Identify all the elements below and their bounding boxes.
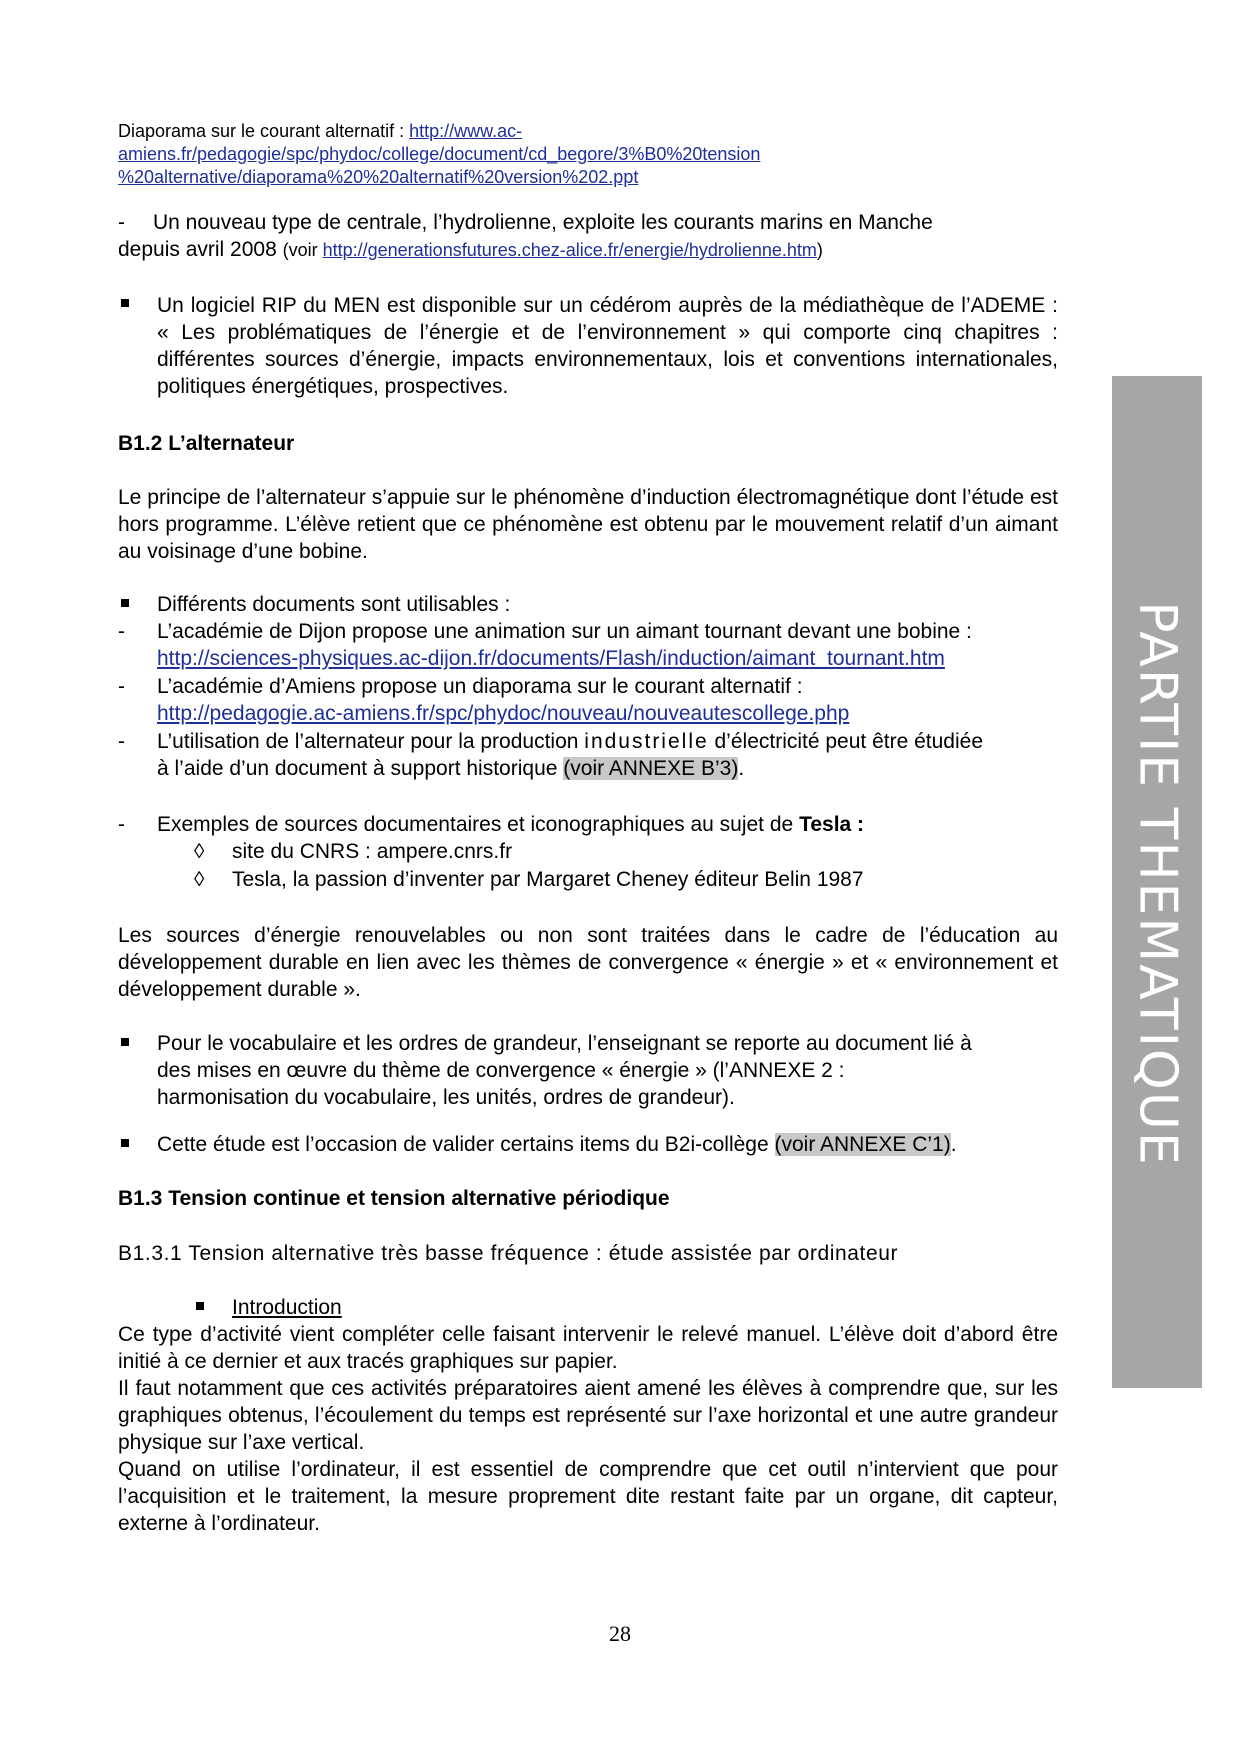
hydro-line2: depuis avril 2008: [118, 238, 283, 261]
documents-intro: Différents documents sont utilisables :: [157, 593, 511, 616]
section-b131-subtitle: B1.3.1 Tension alternative très basse fréquence : étude assistée par ordinateur: [118, 1242, 899, 1265]
sources-paragraph: Les sources d’énergie renouvelables ou non sont traitées dans le cadre de l’éducation au développement durable en lien avec les thèmes de convergence « énergie » et « environnement et développement durable ».: [118, 924, 1058, 1001]
diaporama-link-part2[interactable]: amiens.fr/pedagogie/spc/phydoc/college/document/cd_begore/3%B0%20tension: [118, 144, 761, 164]
b2i-period: .: [950, 1133, 957, 1156]
diaporama-link-part1[interactable]: http://www.ac-: [409, 121, 523, 141]
intro-paragraph-2: Il faut notamment que ces activités préparatoires aient amené les élèves à comprendre que, sur les graphiques obtenus, l’écoulement du temps est représenté sur l’axe horizontal et une autre grandeur physique sur l’axe vertical.: [118, 1377, 1058, 1454]
section-b13-title: B1.3 Tension continue et tension alternative périodique: [118, 1187, 670, 1210]
usage-text-c: d’électricité peut être étudiée: [708, 730, 984, 753]
tesla-item-book: Tesla, la passion d’inventer par Margaret Cheney éditeur Belin 1987: [232, 868, 864, 891]
hydrolienne-link[interactable]: http://generationsfutures.chez-alice.fr/energie/hydrolienne.htm: [322, 240, 817, 260]
usage-text-a: L’utilisation de l’alternateur pour la production: [157, 730, 585, 753]
square-bullet-icon: [196, 1302, 204, 1310]
vocab-line2: des mises en œuvre du thème de convergence « énergie » (l’ANNEXE 2 :: [157, 1059, 845, 1082]
rip-paragraph: Un logiciel RIP du MEN est disponible sur un cédérom auprès de la médiathèque de l’ADEME : « Les problématiques de l’énergie et de l’environnement » qui comporte cinq chapitres : différentes sources d’énergie, impacts environnementaux, lois et conventions internationales, politiques énergétiques, prospectives.: [157, 294, 1058, 398]
diaporama-link-part3[interactable]: %20alternative/diaporama%20%20alternatif%20version%202.ppt: [118, 167, 639, 187]
tesla-intro: [157, 811, 1057, 838]
dash-marker: -: [118, 620, 125, 643]
b2i-text: Cette étude est l’occasion de valider certains items du B2i-collège: [157, 1133, 775, 1156]
usage-line2-text: à l’aide d’un document à support historique: [157, 757, 564, 780]
dijon-link[interactable]: http://sciences-physiques.ac-dijon.fr/documents/Flash/induction/aimant_tournant.htm: [157, 647, 945, 670]
side-band-label: PARTIE THEMATIQUE: [1127, 601, 1188, 1167]
page-number: 28: [609, 1621, 631, 1646]
intro-paragraph-3: Quand on utilise l’ordinateur, il est essentiel de comprendre que cet outil n’intervient que pour l’acquisition et le traitement, la mesure proprement dite restant faite par un organe, dit capteur, externe à l’ordinateur.: [118, 1458, 1058, 1535]
dijon-text: L’académie de Dijon propose une animation sur un aimant tournant devant une bobine :: [157, 620, 972, 643]
principle-paragraph: Le principe de l’alternateur s’appuie sur le phénomène d’induction électromagnétique dont l’étude est hors programme. L’élève retient que ce phénomène est obtenu par le mouvement relatif d’un aimant au voisinage d’une bobine.: [118, 486, 1058, 563]
hydro-voir: (voir: [282, 240, 323, 260]
diaporama-block: [118, 120, 918, 189]
amiens-link[interactable]: http://pedagogie.ac-amiens.fr/spc/phydoc/nouveau/nouveautescollege.php: [157, 702, 850, 725]
usage-period: .: [738, 757, 745, 780]
hydro-close: ): [816, 240, 823, 260]
introduction-heading: Introduction: [232, 1296, 342, 1319]
vocab-line1: Pour le vocabulaire et les ordres de grandeur, l’enseignant se reporte au document lié à: [157, 1032, 972, 1055]
usage-text-industrielle: industrielle: [584, 730, 709, 753]
b2i-line: [157, 1131, 1067, 1158]
square-bullet-icon: [121, 1139, 129, 1147]
tesla-intro-text: Exemples de sources documentaires et iconographiques au sujet de: [157, 813, 800, 836]
annexe-b3-reference[interactable]: (voir ANNEXE B’3): [563, 757, 739, 780]
hydro-line2-block: [118, 236, 1018, 263]
diamond-bullet-icon: ◊: [194, 840, 205, 863]
square-bullet-icon: [121, 299, 129, 307]
section-b12-title: B1.2 L’alternateur: [118, 432, 295, 455]
usage-line2: [157, 755, 1057, 782]
diaporama-label: Diaporama sur le courant alternatif :: [118, 121, 410, 141]
intro-paragraph-1: Ce type d’activité vient compléter celle faisant intervenir le relevé manuel. L’élève doit d’abord être initié à ce dernier et aux tracés graphiques sur papier.: [118, 1323, 1058, 1373]
square-bullet-icon: [121, 1038, 129, 1046]
dash-marker: -: [118, 730, 125, 753]
diamond-bullet-icon: ◊: [194, 868, 205, 891]
vocab-line3: harmonisation du vocabulaire, les unités, ordres de grandeur).: [157, 1086, 735, 1109]
hydro-dash: -: [118, 211, 125, 234]
dash-marker: -: [118, 813, 125, 836]
usage-line1: [157, 728, 1067, 755]
tesla-item-cnrs: site du CNRS : ampere.cnrs.fr: [232, 840, 513, 863]
vocabulary-paragraph: [157, 1030, 1067, 1111]
hydro-line1: Un nouveau type de centrale, l’hydrolienne, exploite les courants marins en Manche: [153, 211, 933, 234]
annexe-c1-reference[interactable]: (voir ANNEXE C’1): [774, 1133, 951, 1156]
tesla-bold: Tesla :: [799, 813, 865, 836]
square-bullet-icon: [121, 599, 129, 607]
dash-marker: -: [118, 675, 125, 698]
amiens-text: L’académie d’Amiens propose un diaporama sur le courant alternatif :: [157, 675, 803, 698]
